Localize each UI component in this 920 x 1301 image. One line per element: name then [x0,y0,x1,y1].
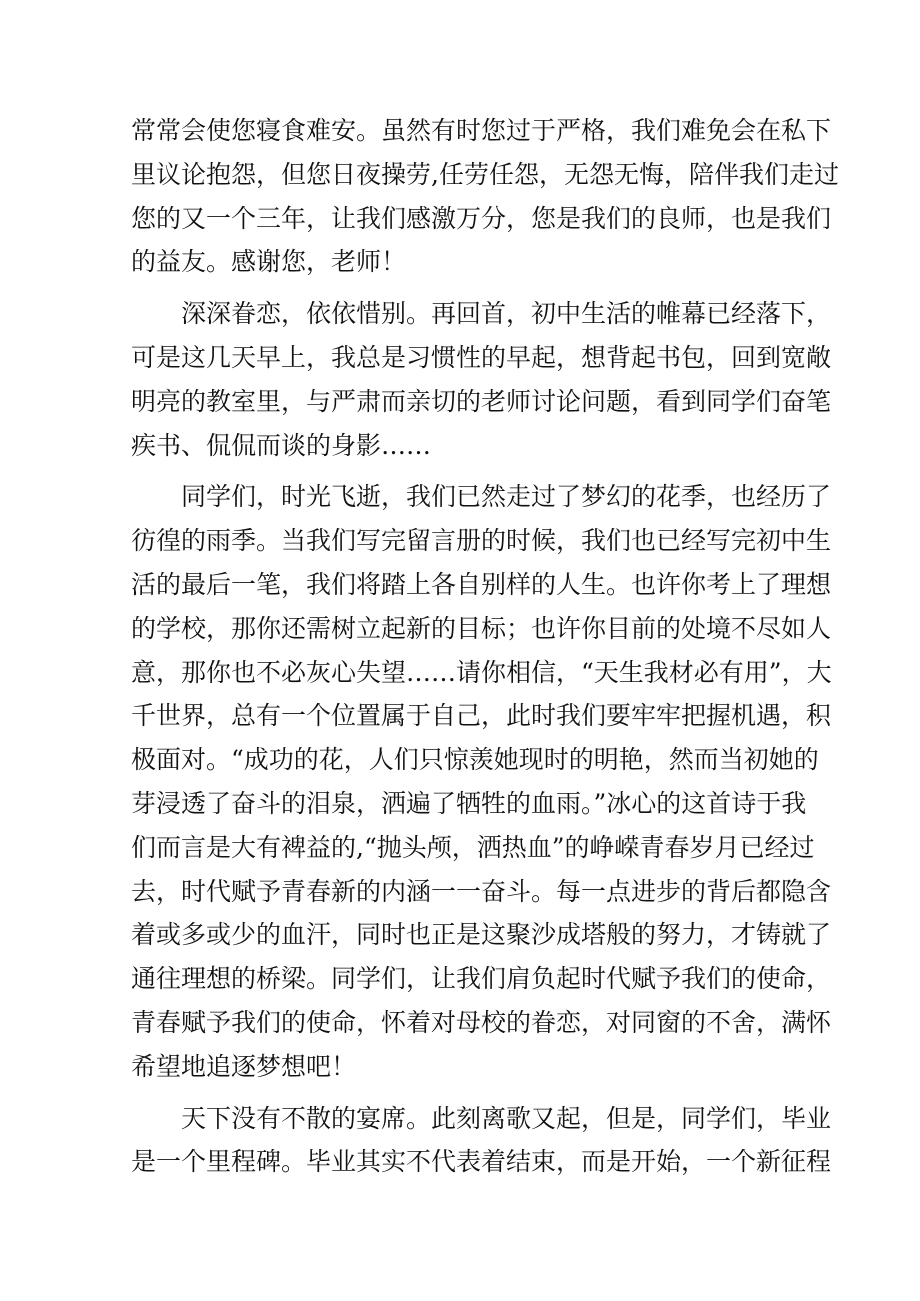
paragraph-gap [131,467,793,475]
text-line: 着或多或少的血汗，同时也正是这聚沙成塔般的努力，才铸就了 [131,920,832,950]
paragraph-2 [131,292,832,467]
text-line: 是一个里程碑。毕业其实不代表着结束，而是开始，一个新征程 [131,1147,832,1177]
text-line: 千世界，总有一个位置属于自己，此时我们要牢牢把握机遇，积 [131,701,832,731]
text-line: 希望地追逐梦想吧！ [131,1051,357,1081]
text-line: 天下没有不散的宴席。此刻离歌又起，但是，同学们，毕业 [181,1103,832,1133]
text-line: 极面对。“成功的花，人们只惊羡她现时的明艳，然而当初她的 [131,745,819,775]
text-line: 可是这几天早上，我总是习惯性的早起，想背起书包，回到宽敞 [131,342,832,372]
text-line: 明亮的教室里，与严肃而亲切的老师讨论问题，看到同学们奋笔 [131,386,832,416]
text-line: 意，那你也不必灰心失望……请你相信，“天生我材必有用”，大 [131,657,832,687]
text-line: 芽浸透了奋斗的泪泉，洒遍了牺牲的血雨。”冰心的这首诗于我 [131,788,807,818]
text-line: 的学校，那你还需树立起新的目标；也许你目前的处境不尽如人 [131,613,832,643]
text-line: 疾书、侃侃而谈的身影…… [131,430,432,460]
paragraph-gap [131,1089,793,1097]
text-line: 活的最后一笔，我们将踏上各自别样的人生。也许你考上了理想 [131,569,832,599]
paragraph-gap [131,284,793,292]
paragraph-4 [131,1097,832,1185]
paragraph-3 [131,475,832,1088]
text-line: 同学们，时光飞逝，我们已然走过了梦幻的花季，也经历了 [181,482,832,512]
text-line: 彷徨的雨季。当我们写完留言册的时候，我们也已经写完初中生 [131,526,832,556]
text-line: 青春赋予我们的使命，怀着对母校的眷恋，对同窗的不舍，满怀 [131,1007,832,1037]
paragraph-1 [131,109,839,284]
text-line: 里议论抱怨，但您日夜操劳,任劳任怨，无怨无悔，陪伴我们走过 [131,159,839,189]
text-line: 们而言是大有裨益的,“抛头颅，洒热血”的峥嵘青春岁月已经过 [131,832,815,862]
document-body [131,109,839,1184]
text-line: 的益友。感谢您，老师！ [131,247,407,277]
text-line: 去，时代赋予青春新的内涵一一奋斗。每一点进步的背后都隐含 [131,876,832,906]
text-line: 常常会使您寝食难安。虽然有时您过于严格，我们难免会在私下 [131,116,832,145]
text-line: 通往理想的桥梁。同学们，让我们肩负起时代赋予我们的使命， [131,964,832,994]
text-line: 深深眷恋，依依惜别。再回首，初中生活的帷幕已经落下， [181,299,832,329]
text-line: 您的又一个三年，让我们感激万分，您是我们的良师，也是我们 [131,203,832,233]
